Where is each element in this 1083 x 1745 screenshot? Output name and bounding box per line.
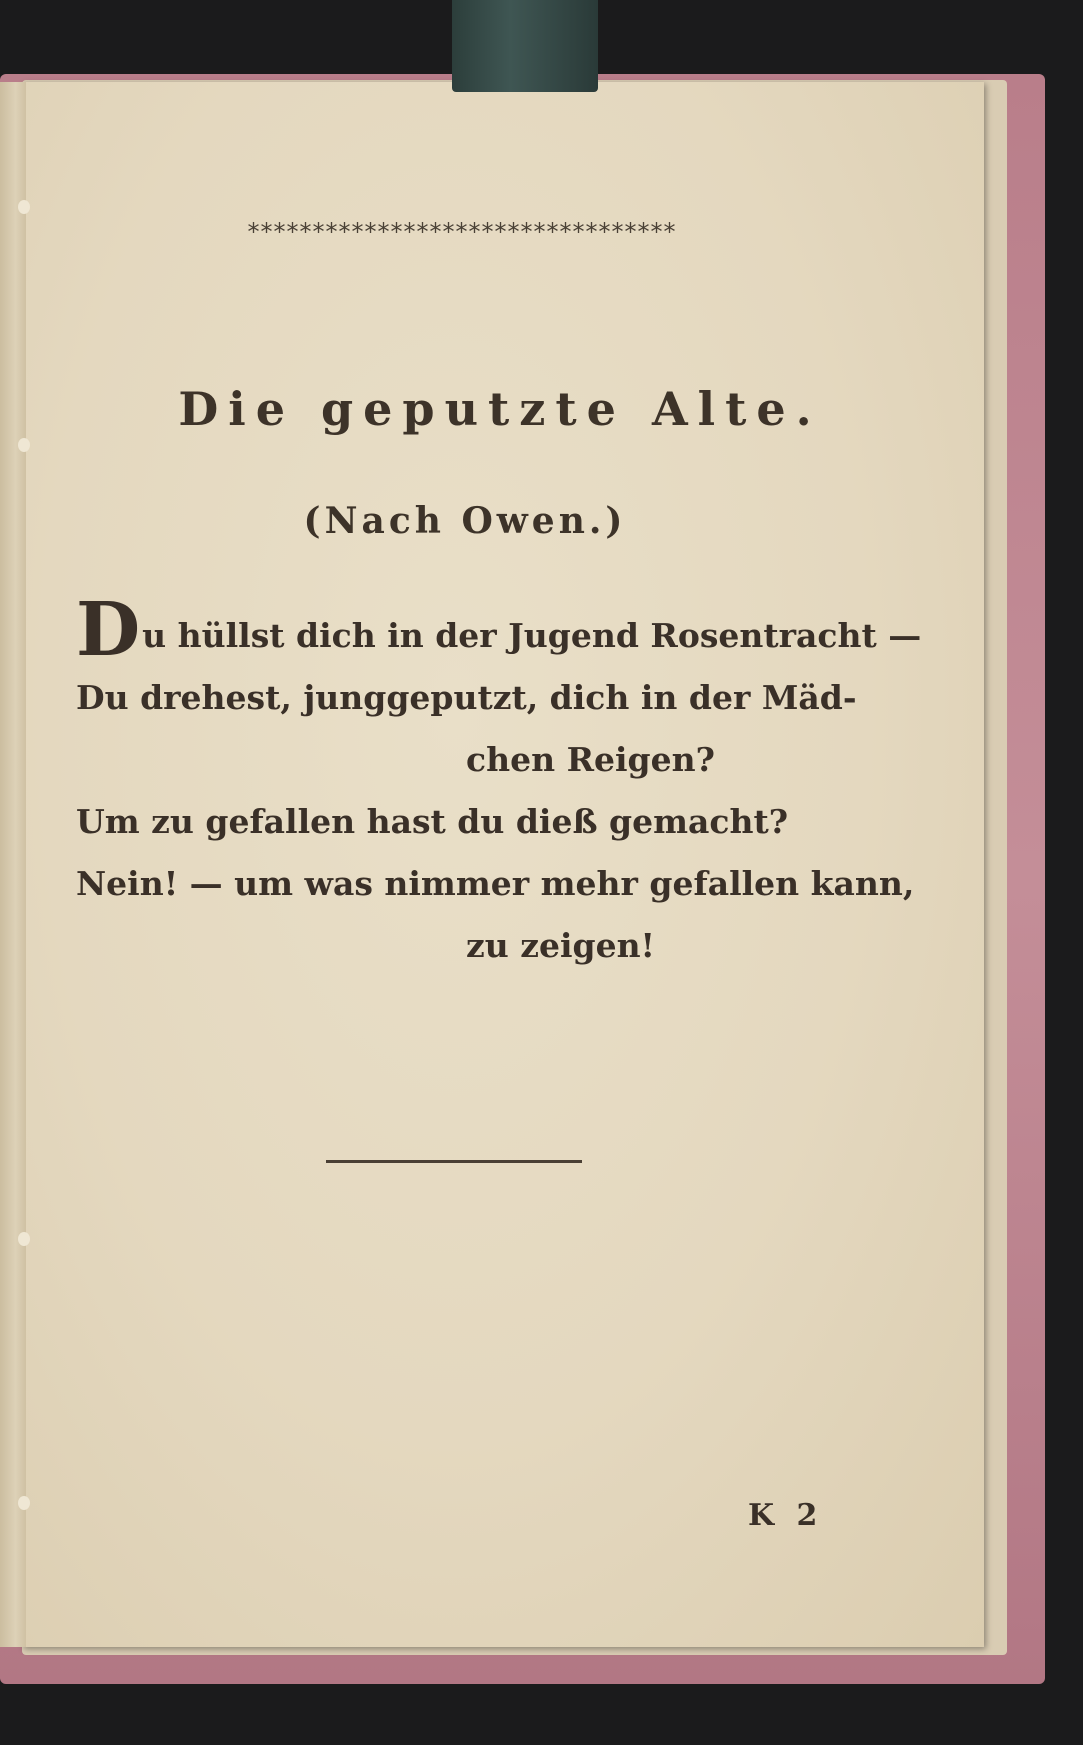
ribbon-bookmark [452, 0, 598, 92]
poem-line: chen Reigen? [466, 740, 715, 779]
poem-line: Du drehest, junggeputzt, dich in der Mäd- [76, 678, 857, 717]
poem-title: Die geputzte Alte. [178, 382, 822, 436]
binding-stitch [18, 1496, 30, 1510]
drop-cap: D [76, 587, 141, 673]
poem-line-text: u hüllst dich in der Jugend Rosentracht — [142, 616, 922, 655]
page-gutter [0, 82, 26, 1647]
poem-line: Um zu gefallen hast du dieß gemacht? [76, 802, 789, 841]
poem-line: Nein! — um was nimmer mehr gefallen kann, [76, 864, 915, 903]
poem-line: zu zeigen! [466, 926, 656, 965]
poem-body [76, 587, 922, 977]
binding-stitch [18, 200, 30, 214]
divider-rule [326, 1160, 582, 1163]
binding-stitch [18, 1232, 30, 1246]
binding-stitch [18, 438, 30, 452]
poem-line [76, 587, 922, 673]
ornament-border: ********************************* [247, 218, 677, 246]
signature-mark: K 2 [748, 1498, 824, 1533]
poem-subtitle: (Nach Owen.) [303, 500, 627, 542]
